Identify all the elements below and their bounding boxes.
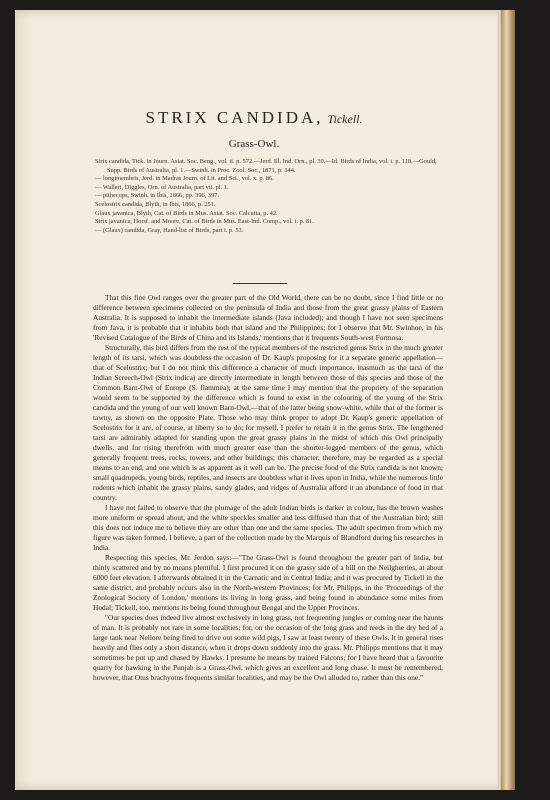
synonym-entry: — pithecops, Swinh. in Ibis, 1866, pp. 396, 397. <box>95 192 220 200</box>
species-title <box>15 108 493 128</box>
synonym-entry: — longimembris, Jerd. in Madras Journ. of Lit. and Sci., vol. x. p. 86. <box>95 175 274 183</box>
synonym-entry: Strix candida, Tick. in Journ. Asiat. Soc. Beng., vol. ii. p. 572.—Jerd. Ill. Ind. Orn., pl. 30.—Id. Birds of India, vol. i. p. 118.—Gould, Supp. Birds of Australia, pl. 1.—Swinh. in Proc. Zool. Soc., 1871, p. 344. <box>95 158 437 174</box>
book-page <box>15 10 515 790</box>
synonym-entry: — Walleri, Diggles, Orn. of Australia, part vii. pl. 1. <box>95 183 229 191</box>
page-edge <box>497 10 501 790</box>
species-name: STRIX CANDIDA, <box>145 108 324 127</box>
paragraph: Structurally, this bird differs from the rest of the typical members of the restricted genus Strix in the much greater length of its tarsi, which was doubtless the occasion of Dr. Kaup's proposing for it a separate generic appellation—that of Scelostrix; but I do not think this difference a character of much importance, inasmuch as the tarsi of the Indian Screech-Owl (Strix indica) are directly intermediate in length between those of this species and those of the Common Barn-Owl of Europe (S. flammea); at the same time I may mention that the propriety of the separation would seem to be supported by the difference which is found to exist in the colouring of the young of the Strix candida and the young of our well known Barn-Owl,—that of the latter being snow-white, while that of the former is tawny, as shown on the opposite Plate. Those who may think proper to adopt Dr. Kaup's generic appellation of Scelostrix for it are, of course, at liberty so to do; for myself, I prefer to retain it in the genus Strix. The lengthened tarsi are admirably adapted for standing upon the great grassy plains in the midst of which this Owl principally dwells, and for rising therefrom with much greater ease than the shorter-legged members of the genus, which generally frequent trees, rocks, towers, and other buildings; this character, therefore, may be regarded as a special means to an end, and one which is as apparent as it well can be. The precise food of the Strix candida is not known; small quadrupeds, young birds, reptiles, and insects are doubtless what it lives upon in India, while the numerous little rodents which inhabit the grassy plains, sandy glades, and ridges of Australia afford it an abundance of food in that country. <box>93 343 443 502</box>
paragraph: "Our species does indeed live almost exclusively in long grass, not frequenting jungles or coming near the haunts of man. It is probably not rare in some localities; for, on the occasion of the long grass and reeds in the dry bed of a large tank near Nellore being fired to drive out some wild pigs, I saw at least twenty of these Owls. It in general rises heavily and flies only a short distance, when it drops down suddenly into the grass. Mr. Philipps mentions that it may sometimes be put up and chased by Hawks. I presume he means by trained Falcons; for I have heard that a favourite quarry for hawking in the Punjab is a Grass-Owl, which gives an excellent and long chase. It must be remembered, however, that Otus brachyotus frequents similar localities, and may be the Owl alluded to, rather than this one." <box>93 613 443 682</box>
synonymy-list <box>95 158 440 235</box>
synonym-entry: — (Glaux) candida, Gray, Hand-list of Birds, part i. p. 53. <box>95 226 244 234</box>
body-text <box>93 293 443 683</box>
section-divider <box>233 283 287 284</box>
synonym-entry: Scelostrix candida, Blyth, in Ibis, 1866, p. 251. <box>95 200 216 208</box>
paragraph: Respecting this species, Mr. Jerdon says:—"The Grass-Owl is found throughout the greater part of India, but thinly scattered and by no means plentiful. I first procured it on the grassy side of a hill on the Neilgherries, at about 6000 feet elevation. I afterwards obtained it in the Carnatic and in Central India; and it was procured by Tickell in the same district, and probably occurs also in the North-western Provinces; for Mr. Philipps, in the 'Proceedings of the Zoological Society of London,' mentions its living in long grass, and being found in abundance some miles from Hodal; Tickell, too, mentions its being found throughout Bengal and the Upper Provinces. <box>93 553 443 612</box>
paragraph: That this fine Owl ranges over the greater part of the Old World, there can be no doubt, since I find little or no difference between specimens collected on the peninsula of India and those from the great grassy plains of Eastern Australia. It is supposed to inhabit the intermediate islands (Java included); and though I have not seen specimens from Java, it is probable that it inhabits both that island and the Philippines; for I observe that Mr. Swinhoe, in his 'Revised Catalogue of the Birds of China and its Islands,' mentions that it frequents South-west Formosa. <box>93 293 443 342</box>
common-name: Grass-Owl. <box>228 138 280 150</box>
species-author: Tickell. <box>327 112 363 126</box>
paragraph: I have not failed to observe that the plumage of the adult Indian birds is darker in colour, has the brown washes more uniform or spread about, and the white speckles smaller and less diffused than that of the Australian bird; still this does not induce me to believe they are other than one and the same species. The adult specimen from which my figure was taken formed, I believe, a part of the collection made by the Marquis of Blandford during his researches in India. <box>93 503 443 552</box>
book-spine <box>501 10 515 790</box>
synonym-entry: Glaux javanica, Blyth, Cat. of Birds in Mus. Asiat. Soc. Calcutta, p. 42. <box>95 209 278 217</box>
synonym-entry: Strix javanica, Horsf. and Moore, Cat. of Birds in Mus. East-Ind. Comp., vol. i. p. 81. <box>95 218 314 226</box>
